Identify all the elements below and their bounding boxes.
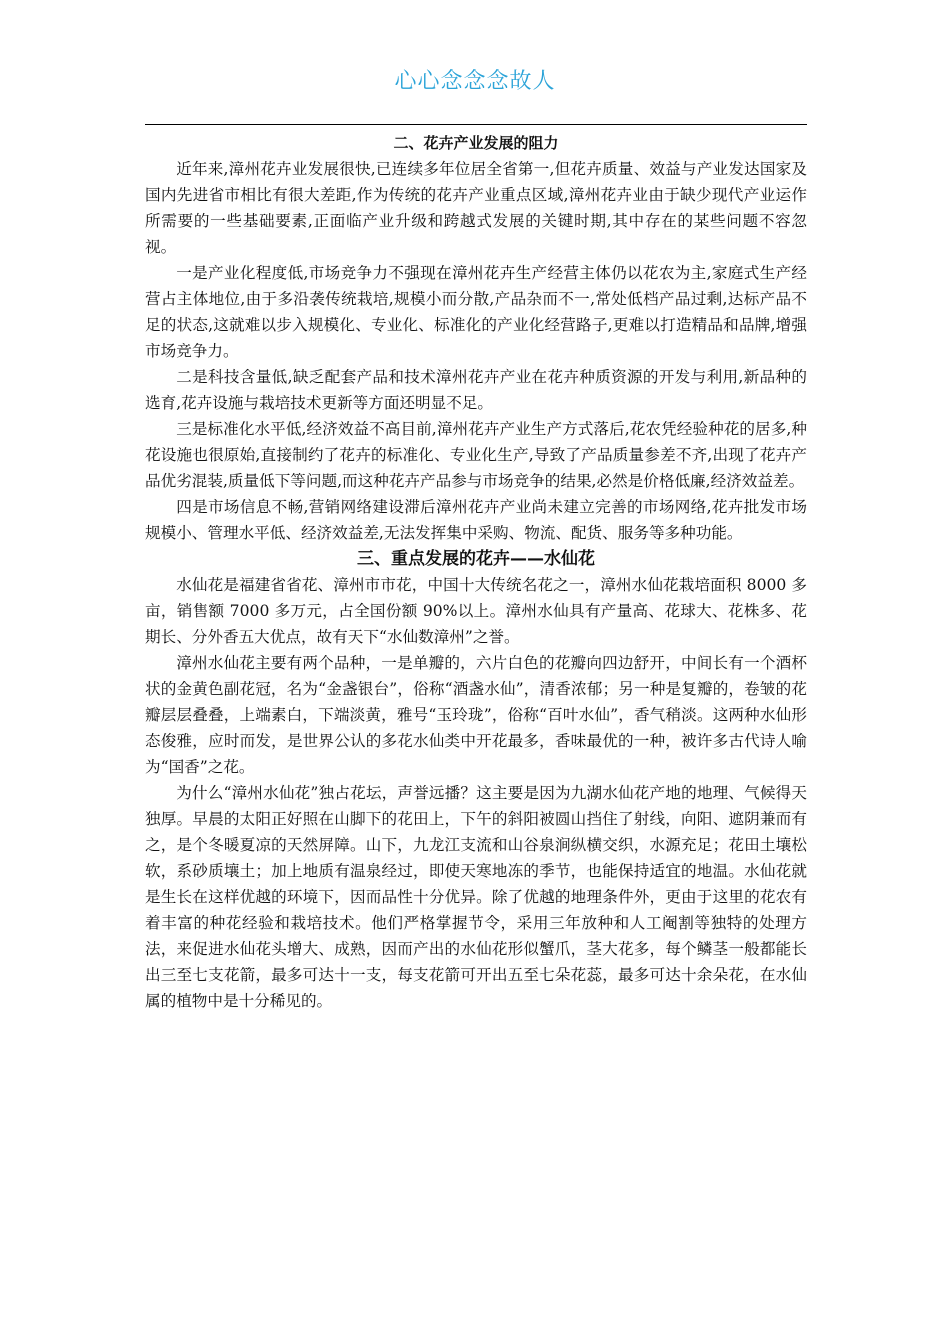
paragraph: 四是市场信息不畅,营销网络建设滞后漳州花卉产业尚未建立完善的市场网络,花卉批发市场规模小、管理水平低、经济效益差,无法发挥集中采购、物流、配货、服务等多种功能。: [145, 498, 807, 542]
paragraph: 一是产业化程度低,市场竞争力不强现在漳州花卉生产经营主体仍以花农为主,家庭式生产经营占主体地位,由于多沿袭传统栽培,规模小而分散,产品杂而不一,常处低档产品过剩,达标产品不足的状态,这就难以步入规模化、专业化、标准化的产业化经营路子,更难以打造精品和品牌,增强市场竞争力。: [145, 264, 807, 360]
paragraph: 三是标准化水平低,经济效益不高目前,漳州花卉产业生产方式落后,花农凭经验种花的居多,种花设施也很原始,直接制约了花卉的标准化、专业化生产,导致了产品质量参差不齐,出现了花卉产品优劣混装,质量低下等问题,而这种花卉产品参与市场竞争的结果,必然是价格低廉,经济效益差。: [145, 420, 807, 490]
paragraph: 漳州水仙花主要有两个品种，一是单瓣的，六片白色的花瓣向四边舒开，中间长有一个酒杯状的金黄色副花冠，名为“金盏银台”，俗称“酒盏水仙”，清香浓郁；另一种是复瓣的，卷皱的花瓣层层叠叠，上端素白，下端淡黄，雅号“玉玲珑”，俗称“百叶水仙”，香气稍淡。这两种水仙形态俊雅，应时而发，是世界公认的多花水仙类中开花最多，香味最优的一种，被许多古代诗人喻为“国香”之花。: [145, 654, 807, 776]
paragraph: 为什么“漳州水仙花”独占花坛，声誉远播？这主要是因为九湖水仙花产地的地理、气候得天独厚。早晨的太阳正好照在山脚下的花田上，下午的斜阳被圆山挡住了射线，向阳、遮阴兼而有之，是个冬暖夏凉的天然屏障。山下，九龙江支流和山谷泉涧纵横交织，水源充足；花田土壤松软，系砂质壤土；加上地质有温泉经过，即使天寒地冻的季节，也能保持适宜的地温。水仙花就是生长在这样优越的环境下，因而品性十分优异。除了优越的地理条件外，更由于这里的花农有着丰富的种花经验和栽培技术。他们严格掌握节令，采用三年放种和人工阉割等独特的处理方法，来促进水仙花头增大、成熟，因而产出的水仙花形似蟹爪，茎大花多，每个鳞茎一般都能长出三至七支花箭，最多可达十一支，每支花箭可开出五至七朵花蕊，最多可达十余朵花，在水仙属的植物中是十分稀见的。: [145, 784, 807, 1010]
document-body: [145, 130, 807, 1014]
section-heading-obstacles: 二、花卉产业发展的阻力: [393, 134, 559, 152]
paragraph: 水仙花是福建省省花、漳州市市花，中国十大传统名花之一，漳州水仙花栽培面积 8000 多亩，销售额 7000 多万元，占全国份额 90%以上。漳州水仙具有产量高、花球大、花株多、花期长、分外香五大优点，故有天下“水仙数漳州”之誉。: [145, 576, 807, 646]
section-heading-narcissus: 三、重点发展的花卉——水仙花: [357, 549, 595, 569]
paragraph: 近年来,漳州花卉业发展很快,已连续多年位居全省第一,但花卉质量、效益与产业发达国家及国内先进省市相比有很大差距,作为传统的花卉产业重点区域,漳州花卉业由于缺少现代产业运作所需要的一些基础要素,正面临产业升级和跨越式发展的关键时期,其中存在的某些问题不容忽视。: [145, 160, 807, 256]
paragraph: 二是科技含量低,缺乏配套产品和技术漳州花卉产业在花卉种质资源的开发与利用,新品种的选育,花卉设施与栽培技术更新等方面还明显不足。: [145, 368, 807, 412]
page-header-title: 心心念念念故人: [394, 69, 556, 94]
header-divider: [145, 124, 807, 125]
